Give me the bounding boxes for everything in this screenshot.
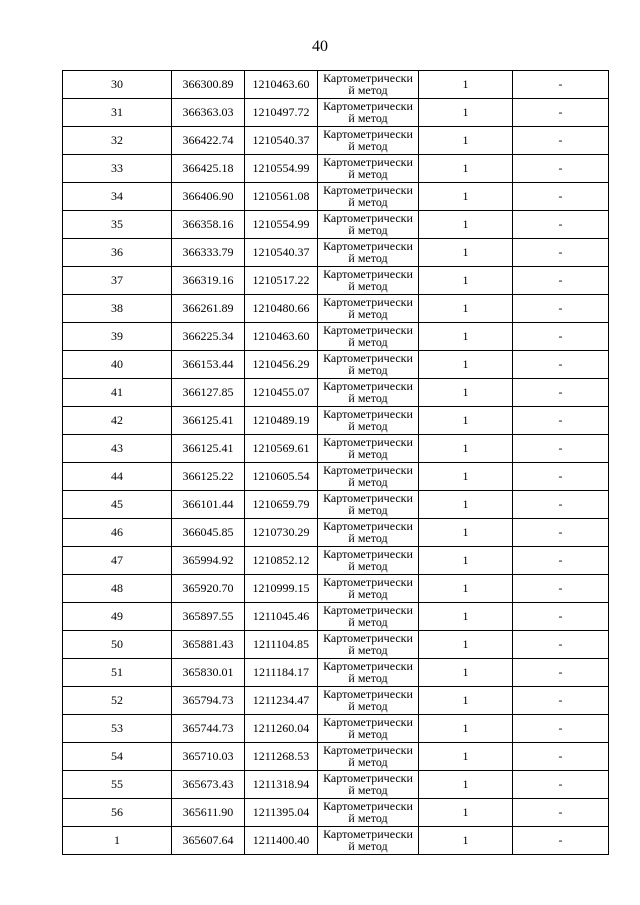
accuracy-cell: 1 — [419, 267, 513, 295]
method-text-line-2: й метод — [348, 223, 388, 237]
method-text-line-2: й метод — [348, 363, 388, 377]
accuracy-cell: 1 — [419, 575, 513, 603]
method-text-line-2: й метод — [348, 755, 388, 769]
page-number: 40 — [312, 38, 328, 55]
table-row — [63, 267, 609, 295]
method-text-line-1: Картометрически — [323, 407, 413, 421]
method-text-line-1: Картометрически — [323, 575, 413, 589]
table-row — [63, 71, 609, 99]
point-number-cell: 53 — [63, 715, 172, 743]
method-cell — [318, 267, 419, 295]
x-coordinate-cell: 366261.89 — [172, 295, 245, 323]
method-text-line-2: й метод — [348, 83, 388, 97]
x-coordinate-cell: 366406.90 — [172, 183, 245, 211]
y-coordinate-cell: 1210489.19 — [245, 407, 318, 435]
method-text-line-2: й метод — [348, 111, 388, 125]
accuracy-cell: 1 — [419, 99, 513, 127]
method-text-line-2: й метод — [348, 615, 388, 629]
method-text-line-1: Картометрически — [323, 183, 413, 197]
table-row — [63, 631, 609, 659]
description-cell: - — [513, 519, 609, 547]
method-text-line-1: Картометрически — [323, 603, 413, 617]
table-row — [63, 99, 609, 127]
x-coordinate-cell: 366045.85 — [172, 519, 245, 547]
x-coordinate-cell: 366153.44 — [172, 351, 245, 379]
y-coordinate-cell: 1210554.99 — [245, 155, 318, 183]
accuracy-cell: 1 — [419, 715, 513, 743]
accuracy-cell: 1 — [419, 435, 513, 463]
x-coordinate-cell: 365744.73 — [172, 715, 245, 743]
method-text-line-1: Картометрически — [323, 379, 413, 393]
table-row — [63, 295, 609, 323]
x-coordinate-cell: 365607.64 — [172, 827, 245, 855]
method-text-line-2: й метод — [348, 391, 388, 405]
x-coordinate-cell: 366319.16 — [172, 267, 245, 295]
method-text-line-2: й метод — [348, 643, 388, 657]
description-cell: - — [513, 659, 609, 687]
method-text-line-1: Картометрически — [323, 435, 413, 449]
accuracy-cell: 1 — [419, 295, 513, 323]
method-text-line-1: Картометрически — [323, 351, 413, 365]
y-coordinate-cell: 1211318.94 — [245, 771, 318, 799]
x-coordinate-cell: 366101.44 — [172, 491, 245, 519]
method-cell — [318, 491, 419, 519]
method-text-line-1: Картометрически — [323, 547, 413, 561]
point-number-cell: 1 — [63, 827, 172, 855]
point-number-cell: 34 — [63, 183, 172, 211]
description-cell: - — [513, 211, 609, 239]
accuracy-cell: 1 — [419, 743, 513, 771]
accuracy-cell: 1 — [419, 771, 513, 799]
method-text-line-1: Картометрически — [323, 267, 413, 281]
description-cell: - — [513, 743, 609, 771]
method-cell — [318, 603, 419, 631]
method-text-line-1: Картометрически — [323, 771, 413, 785]
y-coordinate-cell: 1210730.29 — [245, 519, 318, 547]
table-row — [63, 435, 609, 463]
point-number-cell: 43 — [63, 435, 172, 463]
table-row — [63, 407, 609, 435]
description-cell: - — [513, 715, 609, 743]
y-coordinate-cell: 1211184.17 — [245, 659, 318, 687]
method-cell — [318, 771, 419, 799]
table-row — [63, 827, 609, 855]
description-cell: - — [513, 547, 609, 575]
description-cell: - — [513, 575, 609, 603]
description-cell: - — [513, 155, 609, 183]
point-number-cell: 51 — [63, 659, 172, 687]
description-cell: - — [513, 379, 609, 407]
y-coordinate-cell: 1210999.15 — [245, 575, 318, 603]
point-number-cell: 33 — [63, 155, 172, 183]
method-text-line-1: Картометрически — [323, 519, 413, 533]
table-row — [63, 323, 609, 351]
method-text-line-2: й метод — [348, 279, 388, 293]
table-row — [63, 183, 609, 211]
description-cell: - — [513, 127, 609, 155]
method-cell — [318, 547, 419, 575]
accuracy-cell: 1 — [419, 687, 513, 715]
method-text-line-1: Картометрически — [323, 659, 413, 673]
accuracy-cell: 1 — [419, 659, 513, 687]
description-cell: - — [513, 323, 609, 351]
x-coordinate-cell: 365830.01 — [172, 659, 245, 687]
point-number-cell: 47 — [63, 547, 172, 575]
method-cell — [318, 519, 419, 547]
method-text-line-1: Картометрически — [323, 827, 413, 841]
x-coordinate-cell: 365994.92 — [172, 547, 245, 575]
description-cell: - — [513, 463, 609, 491]
point-number-cell: 45 — [63, 491, 172, 519]
y-coordinate-cell: 1210852.12 — [245, 547, 318, 575]
accuracy-cell: 1 — [419, 631, 513, 659]
accuracy-cell: 1 — [419, 519, 513, 547]
accuracy-cell: 1 — [419, 351, 513, 379]
accuracy-cell: 1 — [419, 463, 513, 491]
description-cell: - — [513, 631, 609, 659]
description-cell: - — [513, 799, 609, 827]
point-number-cell: 30 — [63, 71, 172, 99]
method-text-line-1: Картометрически — [323, 211, 413, 225]
point-number-cell: 39 — [63, 323, 172, 351]
description-cell: - — [513, 603, 609, 631]
method-cell — [318, 631, 419, 659]
method-text-line-1: Картометрически — [323, 127, 413, 141]
x-coordinate-cell: 366300.89 — [172, 71, 245, 99]
y-coordinate-cell: 1211045.46 — [245, 603, 318, 631]
method-cell — [318, 183, 419, 211]
y-coordinate-cell: 1210463.60 — [245, 323, 318, 351]
method-text-line-2: й метод — [348, 839, 388, 853]
method-cell — [318, 799, 419, 827]
method-text-line-1: Картометрически — [323, 99, 413, 113]
y-coordinate-cell: 1210540.37 — [245, 127, 318, 155]
table-row — [63, 687, 609, 715]
method-text-line-1: Картометрически — [323, 715, 413, 729]
description-cell: - — [513, 687, 609, 715]
table-row — [63, 491, 609, 519]
method-text-line-2: й метод — [348, 335, 388, 349]
x-coordinate-cell: 365920.70 — [172, 575, 245, 603]
x-coordinate-cell: 366127.85 — [172, 379, 245, 407]
accuracy-cell: 1 — [419, 211, 513, 239]
method-text-line-2: й метод — [348, 531, 388, 545]
point-number-cell: 52 — [63, 687, 172, 715]
y-coordinate-cell: 1210456.29 — [245, 351, 318, 379]
method-text-line-1: Картометрически — [323, 155, 413, 169]
method-text-line-1: Картометрически — [323, 491, 413, 505]
point-number-cell: 42 — [63, 407, 172, 435]
x-coordinate-cell: 366125.41 — [172, 407, 245, 435]
point-number-cell: 40 — [63, 351, 172, 379]
method-cell — [318, 239, 419, 267]
point-number-cell: 37 — [63, 267, 172, 295]
table-row — [63, 351, 609, 379]
method-text-line-2: й метод — [348, 167, 388, 181]
method-text-line-1: Картометрически — [323, 71, 413, 85]
table-row — [63, 519, 609, 547]
accuracy-cell: 1 — [419, 155, 513, 183]
x-coordinate-cell: 365794.73 — [172, 687, 245, 715]
table-row — [63, 659, 609, 687]
point-number-cell: 32 — [63, 127, 172, 155]
table-row — [63, 239, 609, 267]
method-cell — [318, 659, 419, 687]
y-coordinate-cell: 1211234.47 — [245, 687, 318, 715]
y-coordinate-cell: 1210605.54 — [245, 463, 318, 491]
accuracy-cell: 1 — [419, 799, 513, 827]
method-cell — [318, 155, 419, 183]
method-text-line-2: й метод — [348, 475, 388, 489]
accuracy-cell: 1 — [419, 491, 513, 519]
table-row — [63, 547, 609, 575]
table-row — [63, 463, 609, 491]
y-coordinate-cell: 1211395.04 — [245, 799, 318, 827]
method-text-line-2: й метод — [348, 811, 388, 825]
point-number-cell: 54 — [63, 743, 172, 771]
y-coordinate-cell: 1210497.72 — [245, 99, 318, 127]
accuracy-cell: 1 — [419, 127, 513, 155]
x-coordinate-cell: 366425.18 — [172, 155, 245, 183]
method-text-line-2: й метод — [348, 307, 388, 321]
x-coordinate-cell: 366125.41 — [172, 435, 245, 463]
accuracy-cell: 1 — [419, 603, 513, 631]
y-coordinate-cell: 1211260.04 — [245, 715, 318, 743]
point-number-cell: 55 — [63, 771, 172, 799]
point-number-cell: 48 — [63, 575, 172, 603]
description-cell: - — [513, 827, 609, 855]
method-text-line-2: й метод — [348, 587, 388, 601]
description-cell: - — [513, 239, 609, 267]
method-text-line-2: й метод — [348, 447, 388, 461]
method-cell — [318, 71, 419, 99]
accuracy-cell: 1 — [419, 547, 513, 575]
method-cell — [318, 463, 419, 491]
y-coordinate-cell: 1210463.60 — [245, 71, 318, 99]
method-text-line-1: Картометрически — [323, 463, 413, 477]
y-coordinate-cell: 1210517.22 — [245, 267, 318, 295]
point-number-cell: 49 — [63, 603, 172, 631]
x-coordinate-cell: 366363.03 — [172, 99, 245, 127]
method-text-line-1: Картометрически — [323, 799, 413, 813]
point-number-cell: 36 — [63, 239, 172, 267]
method-cell — [318, 743, 419, 771]
point-number-cell: 50 — [63, 631, 172, 659]
y-coordinate-cell: 1210569.61 — [245, 435, 318, 463]
method-cell — [318, 351, 419, 379]
method-cell — [318, 715, 419, 743]
y-coordinate-cell: 1210659.79 — [245, 491, 318, 519]
x-coordinate-cell: 366333.79 — [172, 239, 245, 267]
point-number-cell: 38 — [63, 295, 172, 323]
method-text-line-1: Картометрически — [323, 743, 413, 757]
y-coordinate-cell: 1210540.37 — [245, 239, 318, 267]
method-cell — [318, 827, 419, 855]
method-text-line-2: й метод — [348, 139, 388, 153]
description-cell: - — [513, 351, 609, 379]
table-row — [63, 799, 609, 827]
method-text-line-1: Картометрически — [323, 687, 413, 701]
method-text-line-2: й метод — [348, 195, 388, 209]
description-cell: - — [513, 267, 609, 295]
method-text-line-2: й метод — [348, 727, 388, 741]
description-cell: - — [513, 491, 609, 519]
table-row — [63, 127, 609, 155]
description-cell: - — [513, 183, 609, 211]
description-cell: - — [513, 99, 609, 127]
accuracy-cell: 1 — [419, 323, 513, 351]
point-number-cell: 35 — [63, 211, 172, 239]
description-cell: - — [513, 771, 609, 799]
y-coordinate-cell: 1210480.66 — [245, 295, 318, 323]
method-text-line-1: Картометрически — [323, 239, 413, 253]
x-coordinate-cell: 365897.55 — [172, 603, 245, 631]
point-number-cell: 46 — [63, 519, 172, 547]
table-row — [63, 743, 609, 771]
table-row — [63, 575, 609, 603]
method-text-line-2: й метод — [348, 671, 388, 685]
description-cell: - — [513, 295, 609, 323]
method-cell — [318, 575, 419, 603]
method-cell — [318, 323, 419, 351]
y-coordinate-cell: 1210561.08 — [245, 183, 318, 211]
x-coordinate-cell: 365611.90 — [172, 799, 245, 827]
description-cell: - — [513, 71, 609, 99]
method-cell — [318, 687, 419, 715]
y-coordinate-cell: 1211268.53 — [245, 743, 318, 771]
description-cell: - — [513, 435, 609, 463]
method-cell — [318, 435, 419, 463]
table-row — [63, 603, 609, 631]
x-coordinate-cell: 366358.16 — [172, 211, 245, 239]
table-row — [63, 771, 609, 799]
x-coordinate-cell: 366225.34 — [172, 323, 245, 351]
accuracy-cell: 1 — [419, 183, 513, 211]
accuracy-cell: 1 — [419, 407, 513, 435]
method-text-line-2: й метод — [348, 559, 388, 573]
table-row — [63, 379, 609, 407]
y-coordinate-cell: 1210554.99 — [245, 211, 318, 239]
x-coordinate-cell: 366125.22 — [172, 463, 245, 491]
description-cell: - — [513, 407, 609, 435]
y-coordinate-cell: 1211104.85 — [245, 631, 318, 659]
method-cell — [318, 211, 419, 239]
method-cell — [318, 379, 419, 407]
coordinates-table — [62, 70, 609, 855]
accuracy-cell: 1 — [419, 239, 513, 267]
method-text-line-2: й метод — [348, 503, 388, 517]
method-text-line-2: й метод — [348, 699, 388, 713]
point-number-cell: 56 — [63, 799, 172, 827]
method-text-line-1: Картометрически — [323, 631, 413, 645]
y-coordinate-cell: 1211400.40 — [245, 827, 318, 855]
x-coordinate-cell: 365881.43 — [172, 631, 245, 659]
x-coordinate-cell: 365710.03 — [172, 743, 245, 771]
method-cell — [318, 99, 419, 127]
point-number-cell: 41 — [63, 379, 172, 407]
method-cell — [318, 407, 419, 435]
method-text-line-2: й метод — [348, 251, 388, 265]
accuracy-cell: 1 — [419, 71, 513, 99]
table-row — [63, 155, 609, 183]
method-text-line-1: Картометрически — [323, 295, 413, 309]
table-row — [63, 715, 609, 743]
x-coordinate-cell: 366422.74 — [172, 127, 245, 155]
x-coordinate-cell: 365673.43 — [172, 771, 245, 799]
point-number-cell: 44 — [63, 463, 172, 491]
y-coordinate-cell: 1210455.07 — [245, 379, 318, 407]
coordinates-table-body — [63, 71, 609, 855]
method-text-line-2: й метод — [348, 419, 388, 433]
method-text-line-2: й метод — [348, 783, 388, 797]
table-row — [63, 211, 609, 239]
method-cell — [318, 295, 419, 323]
method-cell — [318, 127, 419, 155]
accuracy-cell: 1 — [419, 827, 513, 855]
method-text-line-1: Картометрически — [323, 323, 413, 337]
accuracy-cell: 1 — [419, 379, 513, 407]
point-number-cell: 31 — [63, 99, 172, 127]
